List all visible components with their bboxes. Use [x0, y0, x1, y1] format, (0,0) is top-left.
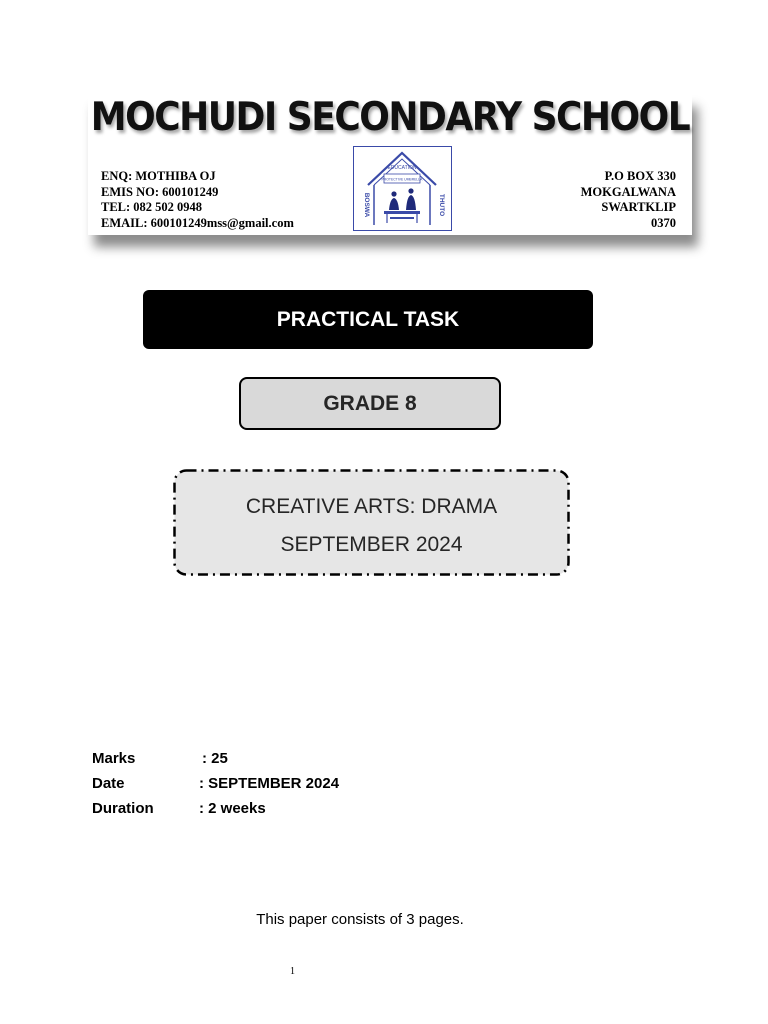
crest-right-word: THUTO — [438, 193, 445, 217]
duration-label: Duration — [92, 800, 154, 817]
pages-note: This paper consists of 3 pages. — [256, 911, 464, 928]
grade-box — [239, 377, 501, 430]
crest-banner-text: PROTECTIVE UMBRELLA — [381, 177, 423, 182]
contact-block — [101, 169, 294, 231]
address-line-2: SWARTKLIP — [601, 200, 676, 214]
crest-left-word: BOSWA — [363, 192, 370, 218]
grade-label: GRADE 8 — [323, 391, 417, 415]
date-value: : SEPTEMBER 2024 — [199, 775, 340, 792]
subject-date: SEPTEMBER 2024 — [280, 533, 463, 556]
tel-line: TEL: 082 502 0948 — [101, 200, 203, 214]
crest-arc-text: EDUCATION — [387, 165, 417, 171]
date-label: Date — [92, 775, 125, 792]
emis-line: EMIS NO: 600101249 — [101, 184, 219, 199]
marks-label: Marks — [92, 750, 136, 767]
school-name: MOCHUDI SECONDARY SCHOOL — [90, 95, 690, 140]
postal-code-line: 0370 — [651, 215, 676, 230]
letterhead — [88, 95, 692, 235]
page-number: 1 — [290, 966, 295, 977]
address-block — [581, 169, 676, 231]
po-box-line: P.O BOX 330 — [604, 169, 676, 183]
subject-name: CREATIVE ARTS: DRAMA — [245, 495, 498, 518]
task-title: PRACTICAL TASK — [276, 307, 460, 331]
subject-box — [173, 469, 570, 576]
crest-emblem — [354, 147, 450, 229]
email-line: EMAIL: 600101249mss@gmail.com — [101, 215, 294, 230]
address-line-1: MOKGALWANA — [580, 184, 676, 199]
task-title-banner — [143, 290, 593, 349]
duration-value: : 2 weeks — [199, 800, 266, 817]
enquiry-line: ENQ: MOTHIBA OJ — [101, 169, 216, 183]
marks-value: : 25 — [202, 750, 228, 767]
subject-text — [173, 488, 570, 564]
school-crest-logo — [353, 146, 452, 231]
